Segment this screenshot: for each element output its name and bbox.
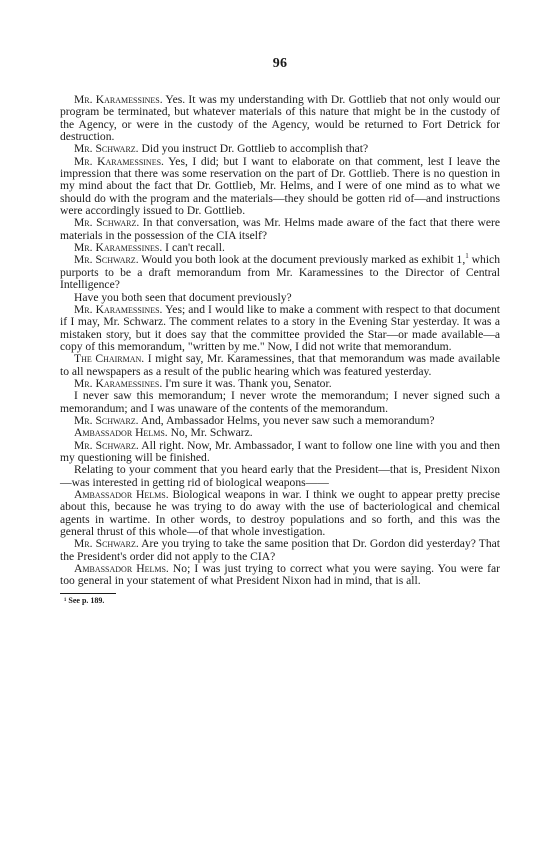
speaker-name: Mr. Karamessines. [74, 241, 163, 255]
speaker-name: Ambassador Helms. [74, 426, 168, 440]
page-number: 96 [272, 56, 288, 71]
paragraph-text: Have you both seen that document previously? [74, 290, 292, 304]
testimony-paragraph [60, 440, 500, 465]
footnote-divider [60, 593, 116, 594]
testimony-paragraph [60, 353, 500, 378]
paragraph-text: Relating to your comment that you heard early that the President—that is, President Nixon—was interested in getting rid of biological weapons—— [60, 463, 500, 489]
paragraph-text: Would you both look at the document previously marked as exhibit 1, [138, 253, 466, 267]
testimony-paragraph [60, 464, 500, 489]
speaker-name: Mr. Karamessines. [74, 302, 163, 316]
paragraph-text: I never saw this memorandum; I never wrote the memorandum; I never signed such a memorandum; and I was unaware of the contents of the memorandum. [60, 389, 500, 415]
document-page [60, 56, 500, 605]
paragraph-text: I'm sure it was. Thank you, Senator. [162, 376, 332, 390]
testimony-paragraph [60, 217, 500, 242]
speaker-name: Ambassador Helms. [74, 488, 169, 501]
paragraph-text: All right. Now, Mr. Ambassador, I want to follow one line with you and then my questioning will be finished. [60, 438, 500, 464]
testimony-paragraph [60, 94, 500, 143]
paragraph-text: Yes; and I would like to make a comment with respect to that document if I may, Mr. Schwarz. The comment relates to a story in the Evening Star yesterday. It was a mistaken story, but it does say that the committee provided the Star—or made available—a copy of this memorandum, "written by me." Now, I did not write that memorandum. [60, 302, 500, 353]
testimony-paragraph [60, 538, 500, 563]
paragraph-text: which purports to be a draft memorandum from Mr. Karamessines to the Director of Central Intelligence? [60, 253, 500, 292]
speaker-name: Mr. Schwarz. [74, 413, 139, 427]
testimony-paragraph [60, 254, 500, 291]
testimony-paragraph [60, 563, 500, 588]
speaker-name: Mr. Karamessines. [74, 376, 163, 390]
speaker-name: Ambassador Helms. [74, 562, 169, 576]
speaker-name: Mr. Schwarz. [74, 438, 139, 452]
testimony-paragraph [60, 390, 500, 415]
testimony-paragraph [60, 304, 500, 353]
speaker-name: Mr. Schwarz. [74, 253, 139, 267]
paragraph-text: I can't recall. [162, 241, 225, 255]
paragraph-text: Biological weapons in war. I think we ought to appear pretty precise about this, because he was trying to do away with the use of bacteriological and chemical agents in wartime. In other words, to destroy populations and so forth, and this was the general thrust of this whole—of that whole investigation. [60, 488, 501, 539]
footnote: ¹ See p. 189. [64, 595, 105, 605]
paragraph-text: Are you trying to take the same position that Dr. Gordon did yesterday? That the President's order did not apply to the CIA? [60, 537, 500, 563]
paragraph-text: And, Ambassador Helms, you never saw such a memorandum? [138, 413, 435, 427]
speaker-name: Mr. Schwarz. [74, 216, 140, 230]
paragraph-text: Yes. It was my understanding with Dr. Gottlieb that not only would our program be terminated, but whatever materials of this nature that might be in the custody of the Agency, or were in the custody of the Agency, would be returned to Fort Detrick for destruction. [60, 93, 501, 144]
speaker-name: Mr. Karamessines. [74, 154, 164, 168]
speaker-name: Mr. Karamessines. [74, 93, 163, 106]
testimony-paragraph [60, 489, 500, 538]
paragraph-text: No, Mr. Schwarz. [167, 426, 253, 440]
speaker-name: The Chairman. [74, 352, 145, 366]
paragraph-text: Yes, I did; but I want to elaborate on that comment, lest I leave the impression that there was some reservation on the part of Dr. Gottlieb. There is no question in my mind about the fact that Dr. Gottlieb, Mr. Helms, and I were of one mind as to what we should do with the program and the materials—they should be gotten rid of—and instructions were accordingly issued to Dr. Gottlieb. [60, 154, 500, 218]
paragraph-text: No; I was just trying to correct what you were saying. You were far too general in your statement of what President Nixon had in mind, that is all. [60, 562, 501, 588]
testimony-paragraph [60, 156, 500, 218]
footnote-marker: 1 [465, 252, 469, 261]
paragraph-text: Did you instruct Dr. Gottlieb to accomplish that? [138, 142, 369, 156]
speaker-name: Mr. Schwarz. [74, 142, 139, 156]
speaker-name: Mr. Schwarz. [74, 537, 139, 551]
paragraph-text: In that conversation, was Mr. Helms made aware of the fact that there were materials in the possession of the CIA itself? [60, 216, 500, 242]
paragraph-text: I might say, Mr. Karamessines, that that memorandum was made available to all newspapers as a result of the public hearing which was featured yesterday. [60, 352, 500, 378]
